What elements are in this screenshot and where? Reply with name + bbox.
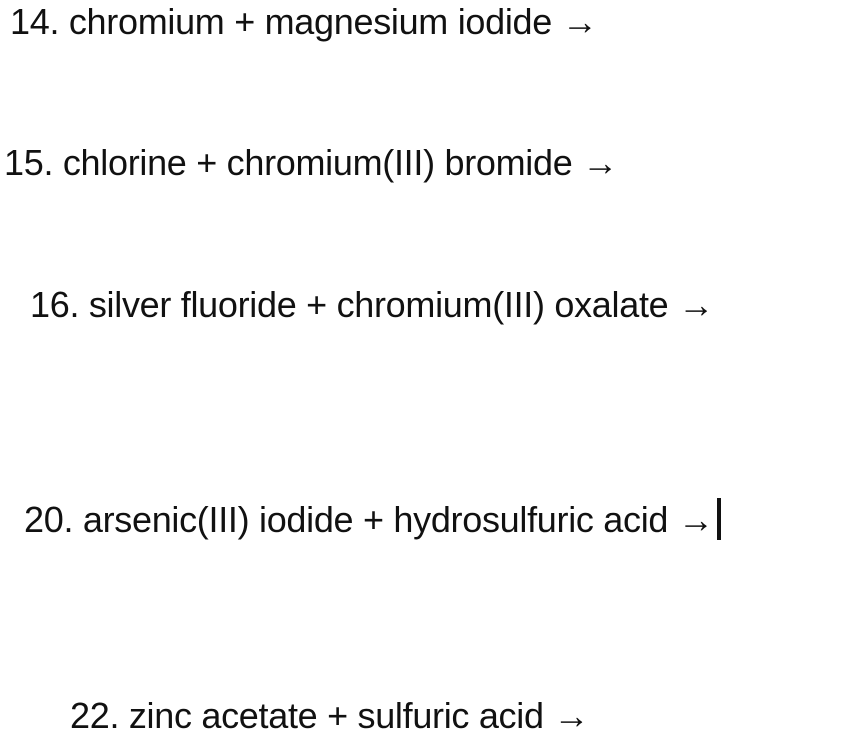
- problem-reaction-text: silver fluoride + chromium(III) oxalate: [88, 284, 669, 325]
- problem-reaction-text: chromium + magnesium iodide: [68, 1, 552, 42]
- problem-reaction-text: chlorine + chromium(III) bromide: [62, 142, 573, 183]
- arrow-icon: →: [553, 695, 590, 736]
- text-cursor[interactable]: [717, 498, 721, 540]
- problem-reaction-text: arsenic(III) iodide + hydrosulfuric acid: [82, 499, 669, 540]
- arrow-icon: →: [561, 1, 598, 42]
- arrow-icon: →: [678, 284, 714, 325]
- problem-number: 16.: [30, 284, 80, 325]
- problem-20-line[interactable]: [24, 498, 721, 540]
- problem-number: 14.: [10, 1, 60, 42]
- problem-14-line: [10, 1, 598, 42]
- problem-number: 22.: [70, 695, 120, 736]
- problem-16-line: [30, 284, 714, 325]
- problem-reaction-text: zinc acetate + sulfuric acid: [128, 695, 544, 736]
- problem-number: 20.: [24, 499, 74, 540]
- problem-number: 15.: [4, 142, 54, 183]
- arrow-icon: →: [582, 142, 618, 183]
- arrow-icon: →: [677, 499, 714, 540]
- problem-22-line: [70, 695, 590, 736]
- problem-15-line: [4, 142, 618, 183]
